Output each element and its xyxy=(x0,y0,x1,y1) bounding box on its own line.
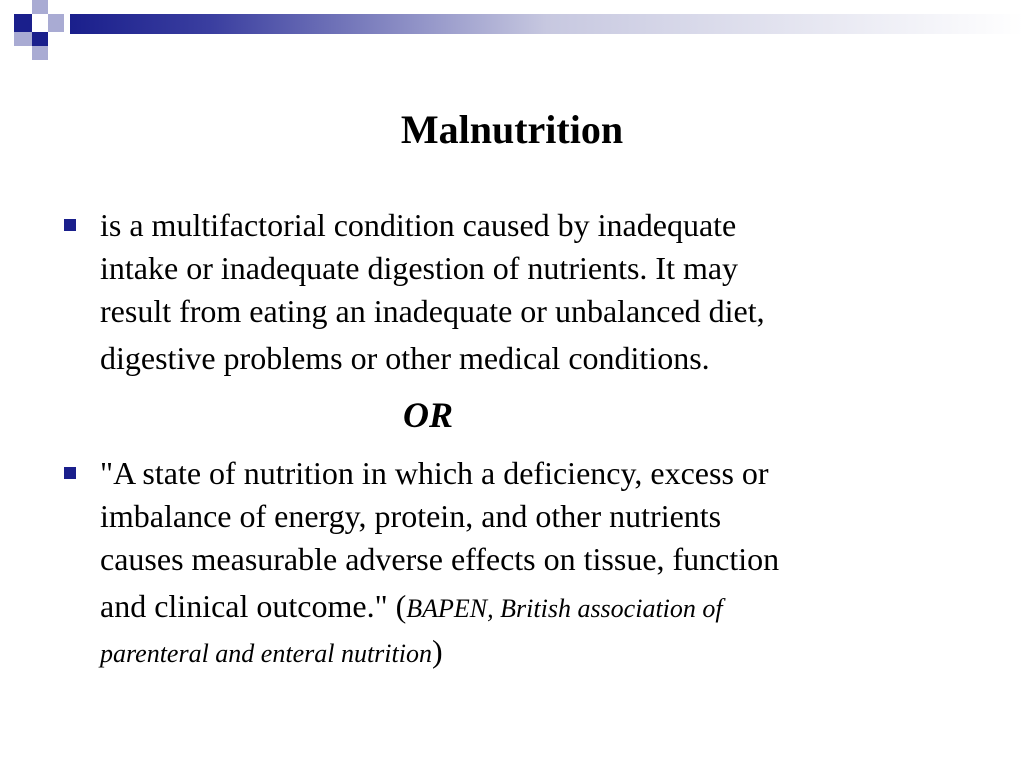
citation-text: parenteral and enteral nutrition xyxy=(100,639,432,668)
band-square xyxy=(14,32,32,46)
text-line: digestive problems or other medical conditions. xyxy=(100,340,710,376)
band-square xyxy=(32,46,48,60)
band-square xyxy=(0,0,14,14)
citation-text: BAPEN, British association of xyxy=(406,594,723,623)
band-square xyxy=(32,0,48,14)
header-gradient-band xyxy=(0,0,1024,64)
text-line: "A state of nutrition in which a deficiency, excess or xyxy=(100,455,769,491)
text-line: imbalance of energy, protein, and other nutrients xyxy=(100,498,722,534)
text-line: intake or inadequate digestion of nutrients. It may xyxy=(100,250,739,286)
square-bullet-icon xyxy=(64,219,76,231)
text-fragment: and clinical outcome." ( xyxy=(100,588,407,624)
band-square xyxy=(48,14,64,32)
square-bullet-icon xyxy=(64,467,76,479)
closing-paren: ) xyxy=(431,633,443,669)
text-line: causes measurable adverse effects on tissue, function xyxy=(100,541,780,577)
text-line: result from eating an inadequate or unbalanced diet, xyxy=(100,293,765,329)
text-line: is a multifactorial condition caused by inadequate xyxy=(100,207,737,243)
band-square xyxy=(14,14,32,32)
slide-title: Malnutrition xyxy=(400,107,624,152)
band-bar xyxy=(70,14,1024,34)
bullet-text xyxy=(100,204,950,380)
band-square xyxy=(48,32,64,46)
bullet-text xyxy=(100,452,950,675)
or-separator: OR xyxy=(403,395,454,435)
band-square xyxy=(32,32,48,46)
text-line xyxy=(100,585,723,630)
